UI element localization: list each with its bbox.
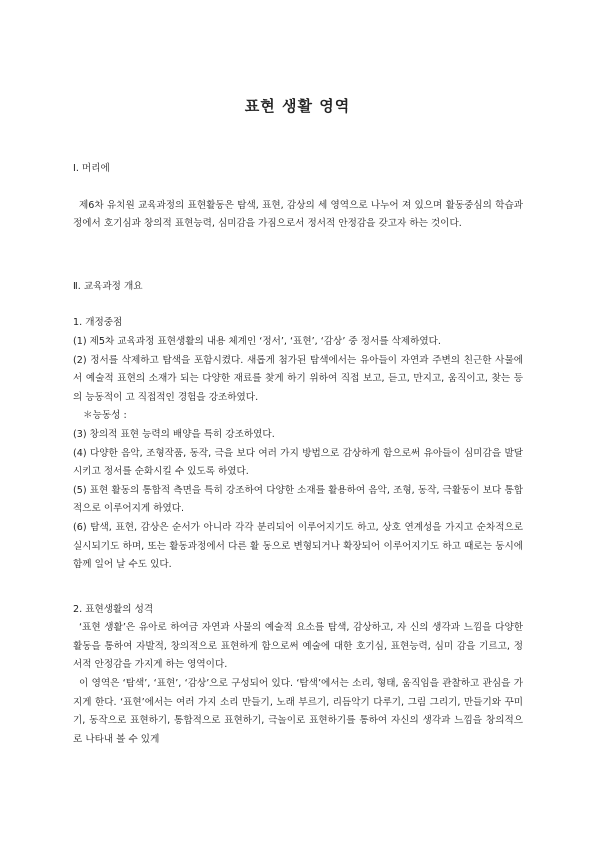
paragraph: 이 영역은 ‘탐색’, ‘표현’, ‘감상’으로 구성되어 있다. ‘탐색’에서는 소리, 형태, 움직임을 관찰하고 관심을 가지게 한다. ‘표현’에서는 여러 가지 소리 만들기, 노래 부르기, 리듬악기 다루기, 그림 그리기, 만들기와 꾸미기, 동작으로 표현하기, 통합적으로 표현하기, 극놀이로 표현하기를 통하여 자신의 생각과 느낌을 창의적으로 나타내 볼 수 있게 — [73, 678, 523, 745]
subsection-2-heading: 2. 표현생활의 성격 — [73, 603, 154, 615]
section-1-paragraph: 제6차 유치원 교육과정의 표현활동은 탐색, 표현, 감상의 세 영역으로 나누어 져 있으며 활동중심의 학습과정에서 호기심과 창의적 표현능력, 심미감을 가짐으로서 정서적 안정감을 갖고자 하는 것이다. — [73, 199, 523, 230]
paragraph: ‘표현 생활’은 유아로 하여금 자연과 사물의 예술적 요소를 탐색, 감상하고, 자 신의 생각과 느낌을 다양한 활동을 통하여 자발적, 창의적으로 표현하게 함으로써 예술에 대한 호기심, 표현능력, 심미 감을 기르고, 정서적 안정감을 가지게 하는 영역이다. — [73, 622, 523, 671]
document-body — [73, 160, 523, 749]
subsection-1-heading: 1. 개정중점 — [73, 317, 123, 329]
list-item: (6) 탐색, 표현, 감상은 순서가 아니라 각각 분리되어 이루어지기도 하고, 상호 연계성을 가지고 순차적으로 실시되기도 하며, 또는 활동과정에서 다른 활 동으로 변형되거나 확장되어 이루어지기도 하고 때로는 동시에 함께 일어 날 수도 있다. — [73, 521, 523, 571]
list-item: (5) 표현 활동의 통합적 측면을 특히 강조하여 다양한 소재를 활용하여 음악, 조형, 동작, 극활동이 보다 통합적으로 이루어지게 하였다. — [73, 484, 523, 515]
list-item: ＊능동성 : — [83, 410, 127, 422]
list-item: (2) 정서를 삭제하고 탐색을 포함시켰다. 새롭게 첨가된 탐색에서는 유아들이 자연과 주변의 친근한 사물에서 예술적 표현의 소재가 되는 다양한 재료를 찾게 하기 위하여 직접 보고, 듣고, 만지고, 움직이고, 찾는 등의 능동적이 고 직접적인 경험을 강조하였다. — [73, 354, 523, 403]
list-item: (1) 제5차 교육과정 표현생활의 내용 체계인 ‘정서’, ‘표현’, ‘감상’ 중 정서를 삭제하였다. — [73, 335, 441, 347]
section-2-heading: Ⅱ. 교육과정 개요 — [73, 280, 143, 292]
list-item: (3) 창의적 표현 능력의 배양을 특히 강조하였다. — [73, 428, 275, 440]
list-item: (4) 다양한 음악, 조형작품, 동작, 극을 보다 여러 가지 방법으로 감상하게 함으로써 유아들이 심미감을 발달시키고 정서를 순화시킬 수 있도록 하였다. — [73, 447, 523, 478]
section-1-heading: Ⅰ. 머리에 — [73, 163, 110, 174]
document-title: 표현 생활 영역 — [244, 97, 351, 115]
